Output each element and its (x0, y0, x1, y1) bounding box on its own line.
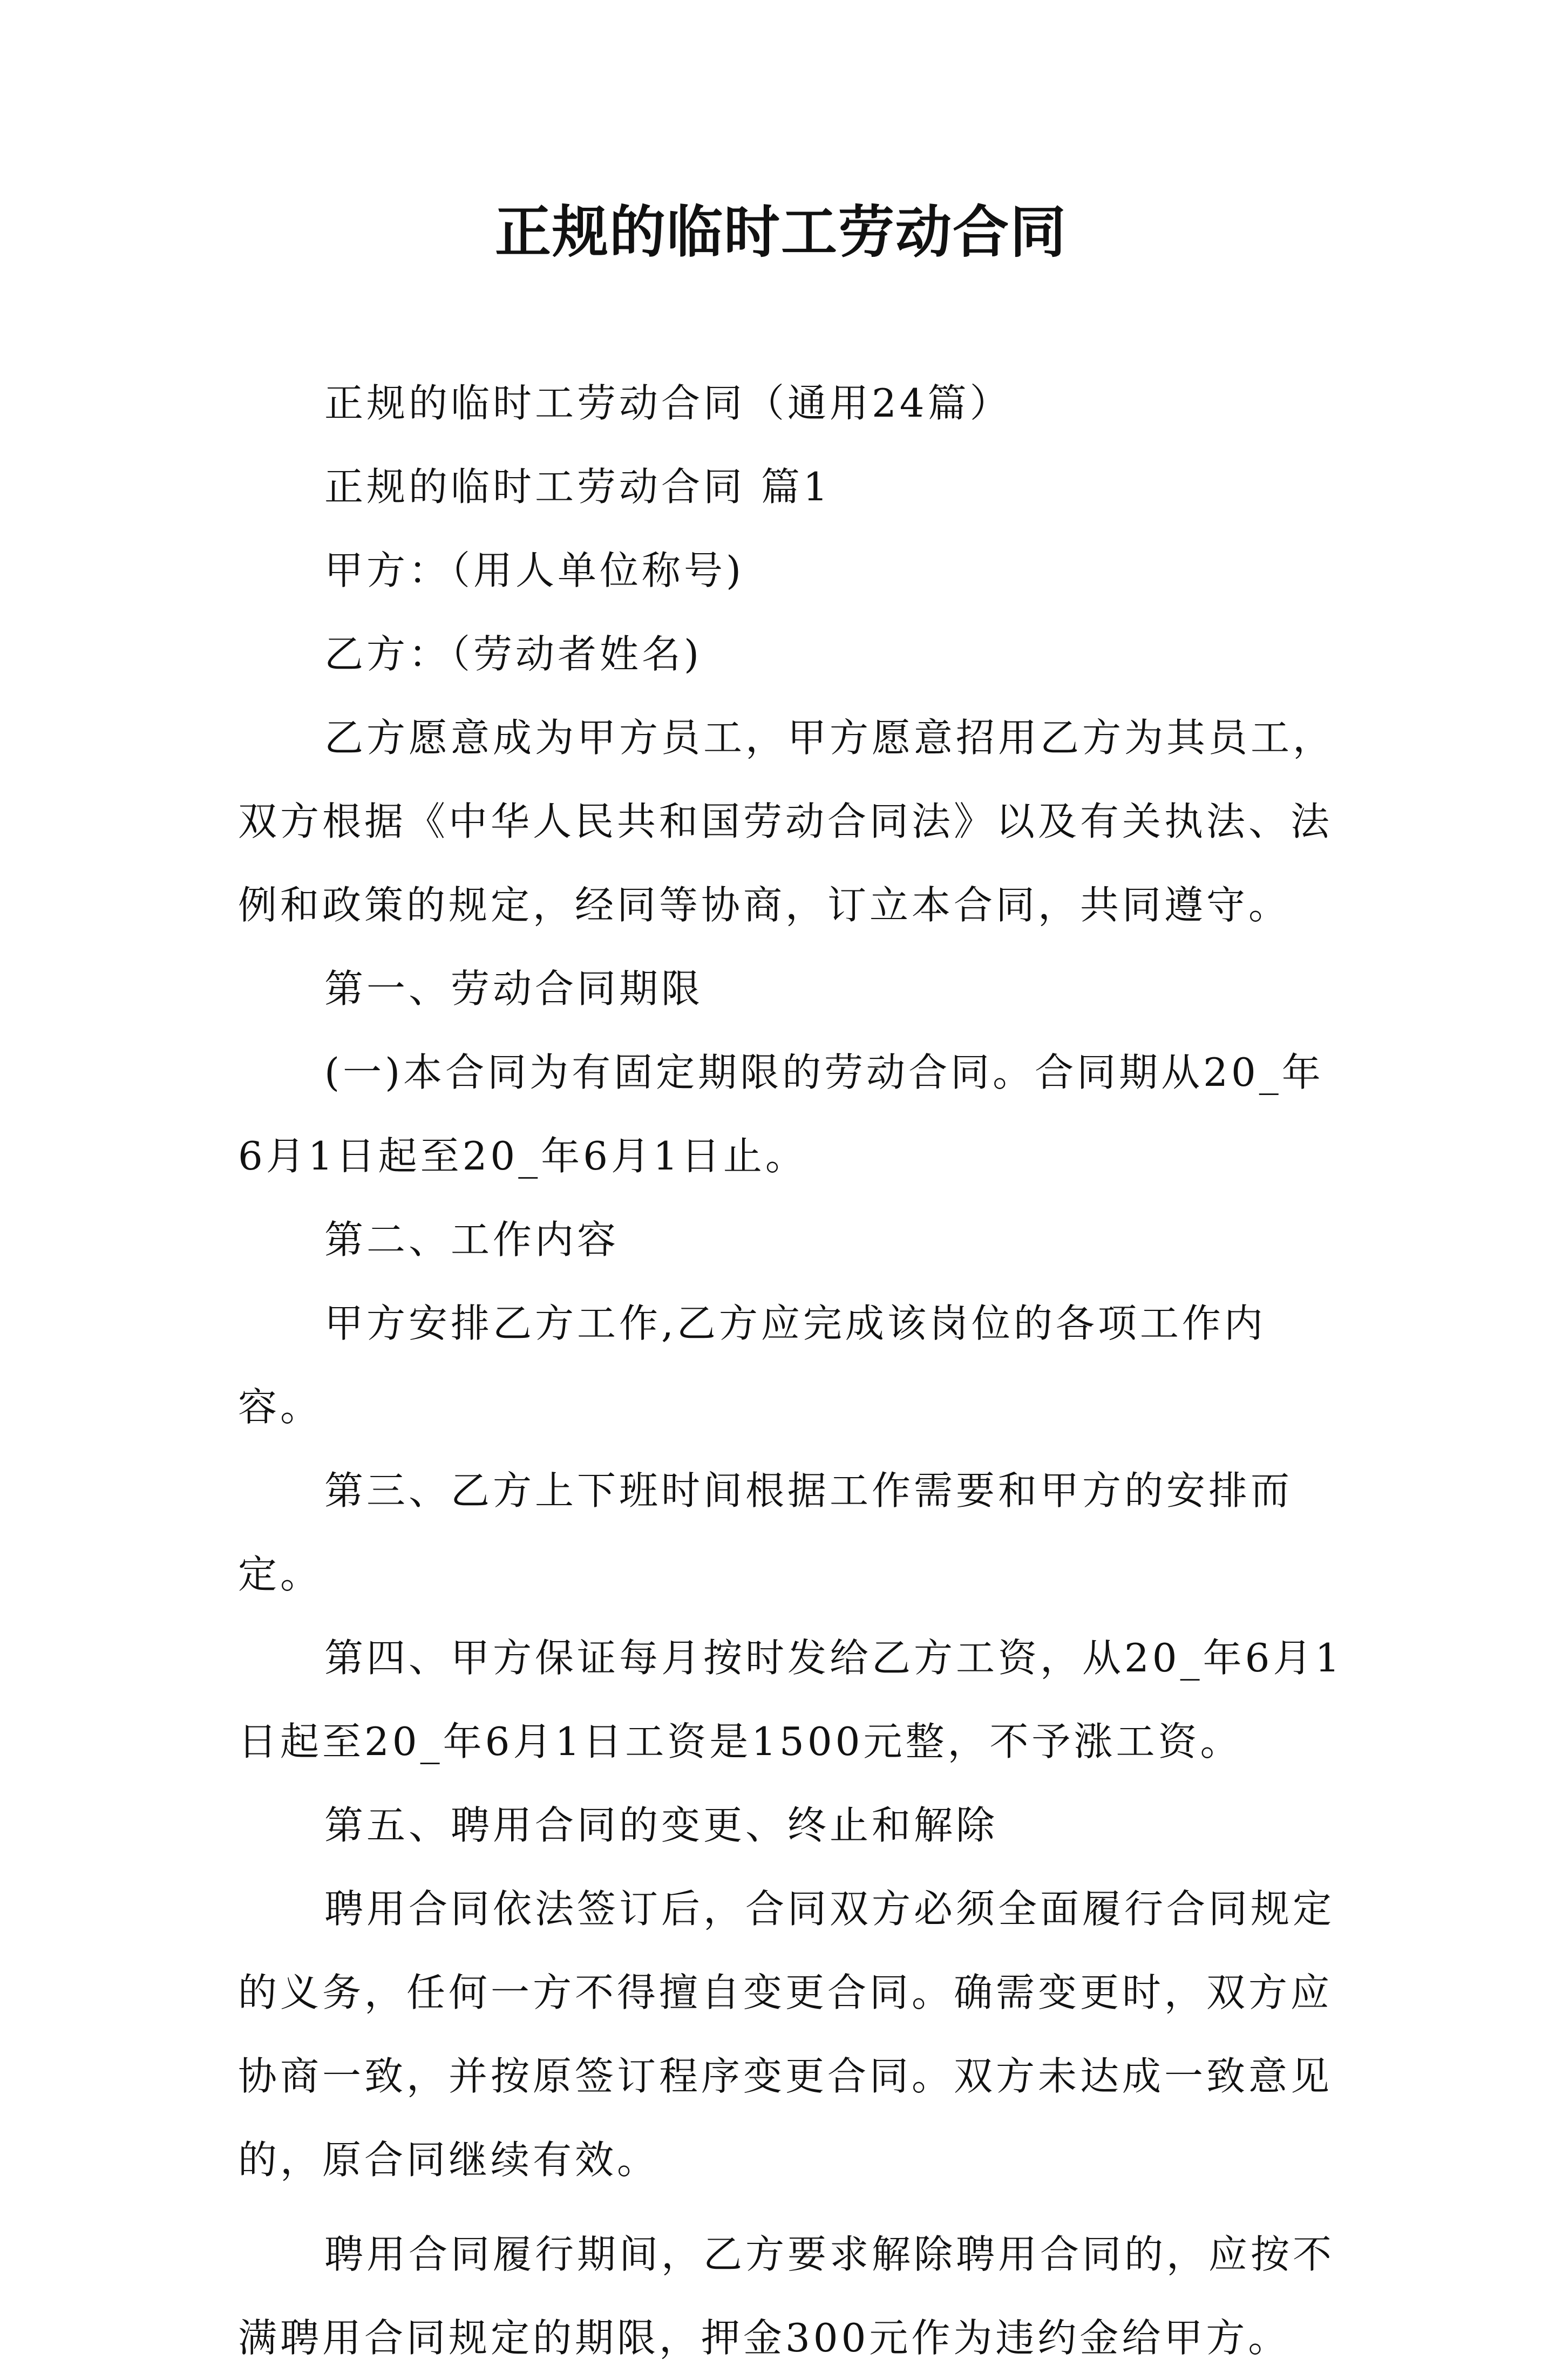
paragraph-article-5-change: 聘用合同依法签订后，合同双方必须全面履行合同规定的义务，任何一方不得擅自变更合同。确需变更时，双方应协商一致，并按原签订程序变更合同。双方未达成一致意见的，原合同继续有效。 (238, 1886, 1335, 2182)
paragraph-party-a: 甲方：（用人单位称号) (324, 548, 745, 593)
paragraph-article-5-heading: 第五、聘用合同的变更、终止和解除 (324, 1803, 999, 1848)
paragraph-article-1-heading: 第一、劳动合同期限 (324, 966, 704, 1011)
paragraph-subtitle: 正规的临时工劳动合同（通用24篇） (324, 380, 1012, 426)
paragraph-article-2-content: 甲方安排乙方工作,乙方应完成该岗位的各项工作内容。 (238, 1301, 1266, 1430)
document-body (238, 362, 1344, 2380)
paragraph-party-b: 乙方：（劳动者姓名) (324, 631, 703, 677)
document-title: 正规的临时工劳动合同 (494, 199, 1067, 265)
paragraph-article-4: 第四、甲方保证每月按时发给乙方工资，从20_年6月1日起至20_年6月1日工资是1500元整，不予涨工资。 (238, 1635, 1343, 1764)
paragraph-section-heading: 正规的临时工劳动合同 篇1 (324, 464, 831, 509)
paragraph-article-3: 第三、乙方上下班时间根据工作需要和甲方的安排而定。 (238, 1468, 1293, 1597)
paragraph-article-1-term: (一)本合同为有固定期限的劳动合同。合同期从20_年6月1日起至20_年6月1日止。 (238, 1050, 1324, 1179)
paragraph-article-5-termination: 聘用合同履行期间，乙方要求解除聘用合同的，应按不满聘用合同规定的期限，押金300元作为违约金给甲方。 (238, 2232, 1335, 2361)
paragraph-preamble: 乙方愿意成为甲方员工，甲方愿意招用乙方为其员工，双方根据《中华人民共和国劳动合同法》以及有关执法、法例和政策的规定，经同等协商，订立本合同，共同遵守。 (238, 715, 1335, 928)
paragraph-article-2-heading: 第二、工作内容 (324, 1217, 620, 1262)
